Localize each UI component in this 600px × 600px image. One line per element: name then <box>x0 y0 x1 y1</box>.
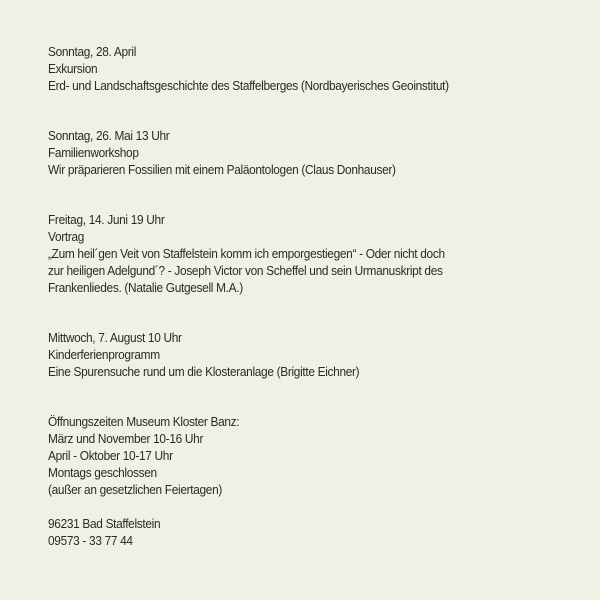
event-description: Erd- und Landschaftsgeschichte des Staffelberges (Nordbayerisches Geoinstitut) <box>48 78 449 93</box>
event-description: Eine Spurensuche rund um die Klosteranlage (Brigitte Eichner) <box>48 364 360 379</box>
opening-hours-title: Öffnungszeiten Museum Kloster Banz: <box>48 414 240 429</box>
program-page <box>48 43 568 549</box>
event-block <box>48 329 568 380</box>
event-description-line: zur heiligen Adelgund´? - Joseph Victor von Scheffel und sein Urmanuskript des <box>48 263 443 278</box>
event-date: Sonntag, 28. April <box>48 44 137 59</box>
event-type: Vortrag <box>48 229 85 244</box>
contact-block <box>48 515 568 549</box>
event-description: Wir präparieren Fossilien mit einem Paläontologen (Claus Donhauser) <box>48 162 396 177</box>
event-date: Sonntag, 26. Mai 13 Uhr <box>48 128 170 143</box>
event-type: Exkursion <box>48 61 98 76</box>
opening-hours-line: Montags geschlossen <box>48 465 157 480</box>
event-type: Familienworkshop <box>48 145 139 160</box>
event-block <box>48 127 568 178</box>
event-description-line: „Zum heil´gen Veit von Staffelstein komm ich emporgestiegen“ - Oder nicht doch <box>48 246 445 261</box>
event-block <box>48 211 568 296</box>
event-description-line: Frankenliedes. (Natalie Gutgesell M.A.) <box>48 280 243 295</box>
contact-phone: 09573 - 33 77 44 <box>48 533 133 548</box>
contact-address: 96231 Bad Staffelstein <box>48 516 161 531</box>
event-type: Kinderferienprogramm <box>48 347 160 362</box>
event-date: Mittwoch, 7. August 10 Uhr <box>48 330 182 345</box>
event-block <box>48 43 568 94</box>
opening-hours-line: April - Oktober 10-17 Uhr <box>48 448 173 463</box>
opening-hours <box>48 413 568 498</box>
event-date: Freitag, 14. Juni 19 Uhr <box>48 212 165 227</box>
opening-hours-line: März und November 10-16 Uhr <box>48 431 204 446</box>
opening-hours-line: (außer an gesetzlichen Feiertagen) <box>48 482 223 497</box>
